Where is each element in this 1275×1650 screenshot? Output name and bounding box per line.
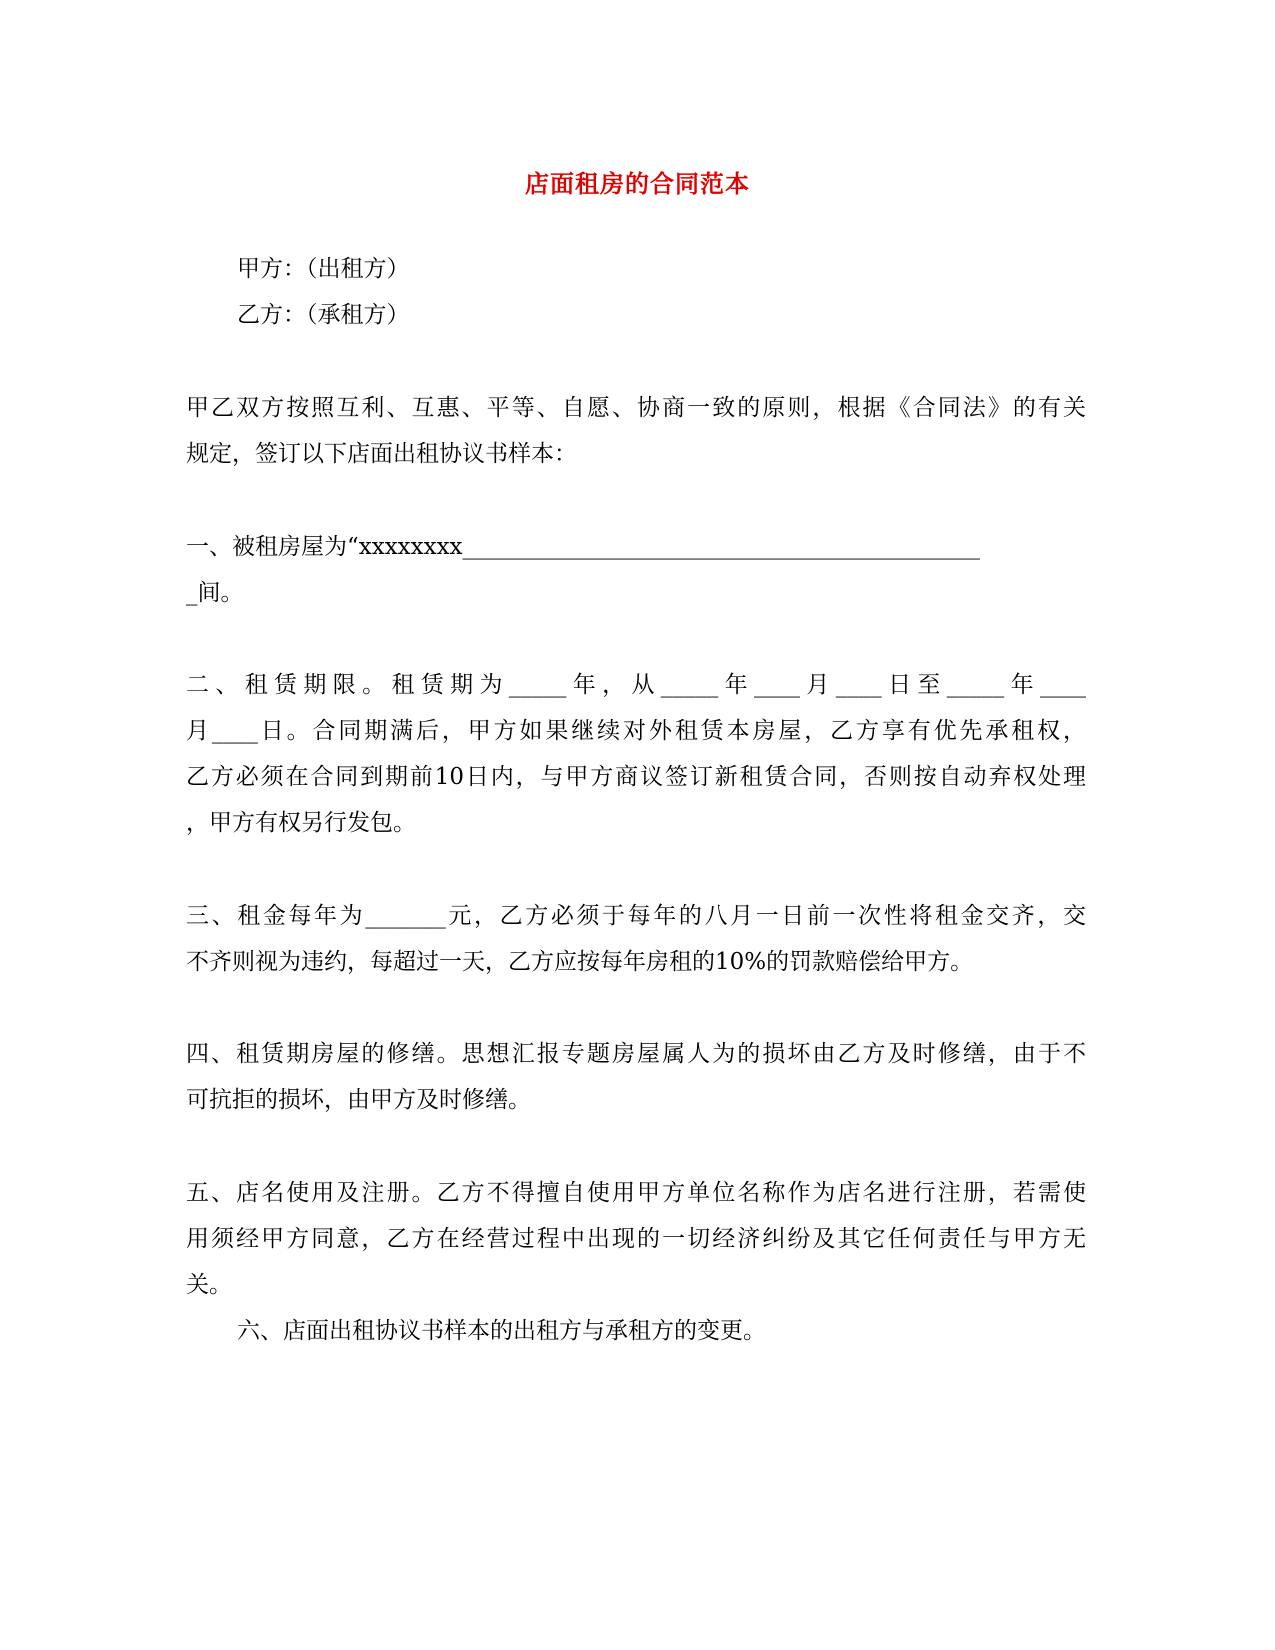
party-b-line: 乙方：（承租方） bbox=[237, 302, 410, 328]
clause-3-line-1: 三、租金每年为_______元，乙方必须于每年的八月一日前一次性将租金交齐，交 bbox=[186, 903, 1086, 929]
clause-5-line-2: 用须经甲方同意，乙方在经营过程中出现的一切经济纠纷及其它任何责任与甲方无 bbox=[186, 1226, 1086, 1252]
document-title: 店面租房的合同范本 bbox=[525, 170, 750, 198]
clause-2-line-1: 二、租赁期限。租赁期为_____年，从_____年____月____日至_____年____ bbox=[186, 672, 1087, 698]
clause-4-line-1: 四、租赁期房屋的修缮。思想汇报专题房屋属人为的损坏由乙方及时修缮，由于不 bbox=[186, 1041, 1086, 1067]
clause-2-line-4: ，甲方有权另行发包。 bbox=[186, 810, 416, 836]
preamble-line-1: 甲乙双方按照互利、互惠、平等、自愿、协商一致的原则，根据《合同法》的有关 bbox=[186, 395, 1086, 421]
party-a-line: 甲方：（出租方） bbox=[237, 256, 410, 282]
clause-3-line-2: 不齐则视为违约，每超过一天，乙方应按每年房租的10%的罚款赔偿给甲方。 bbox=[186, 949, 974, 975]
clause-2-line-3: 乙方必须在合同到期前10日内，与甲方商议签订新租赁合同，否则按自动弃权处理 bbox=[186, 764, 1086, 790]
clause-1-line-2: _间。 bbox=[186, 580, 244, 606]
clause-4-line-2: 可抗拒的损坏，由甲方及时修缮。 bbox=[186, 1087, 531, 1113]
clause-1-line-1: 一、被租房屋为“xxxxxxxx_____________________________________________ bbox=[186, 534, 981, 560]
preamble-line-2: 规定，签订以下店面出租协议书样本： bbox=[186, 441, 577, 467]
clause-5-line-1: 五、店名使用及注册。乙方不得擅自使用甲方单位名称作为店名进行注册，若需使 bbox=[186, 1180, 1086, 1206]
clause-2-line-2: 月____日。合同期满后，甲方如果继续对外租赁本房屋，乙方享有优先承租权， bbox=[186, 718, 1086, 744]
clause-6-line: 六、店面出租协议书样本的出租方与承租方的变更。 bbox=[237, 1318, 766, 1344]
clause-5-line-3: 关。 bbox=[186, 1272, 232, 1298]
